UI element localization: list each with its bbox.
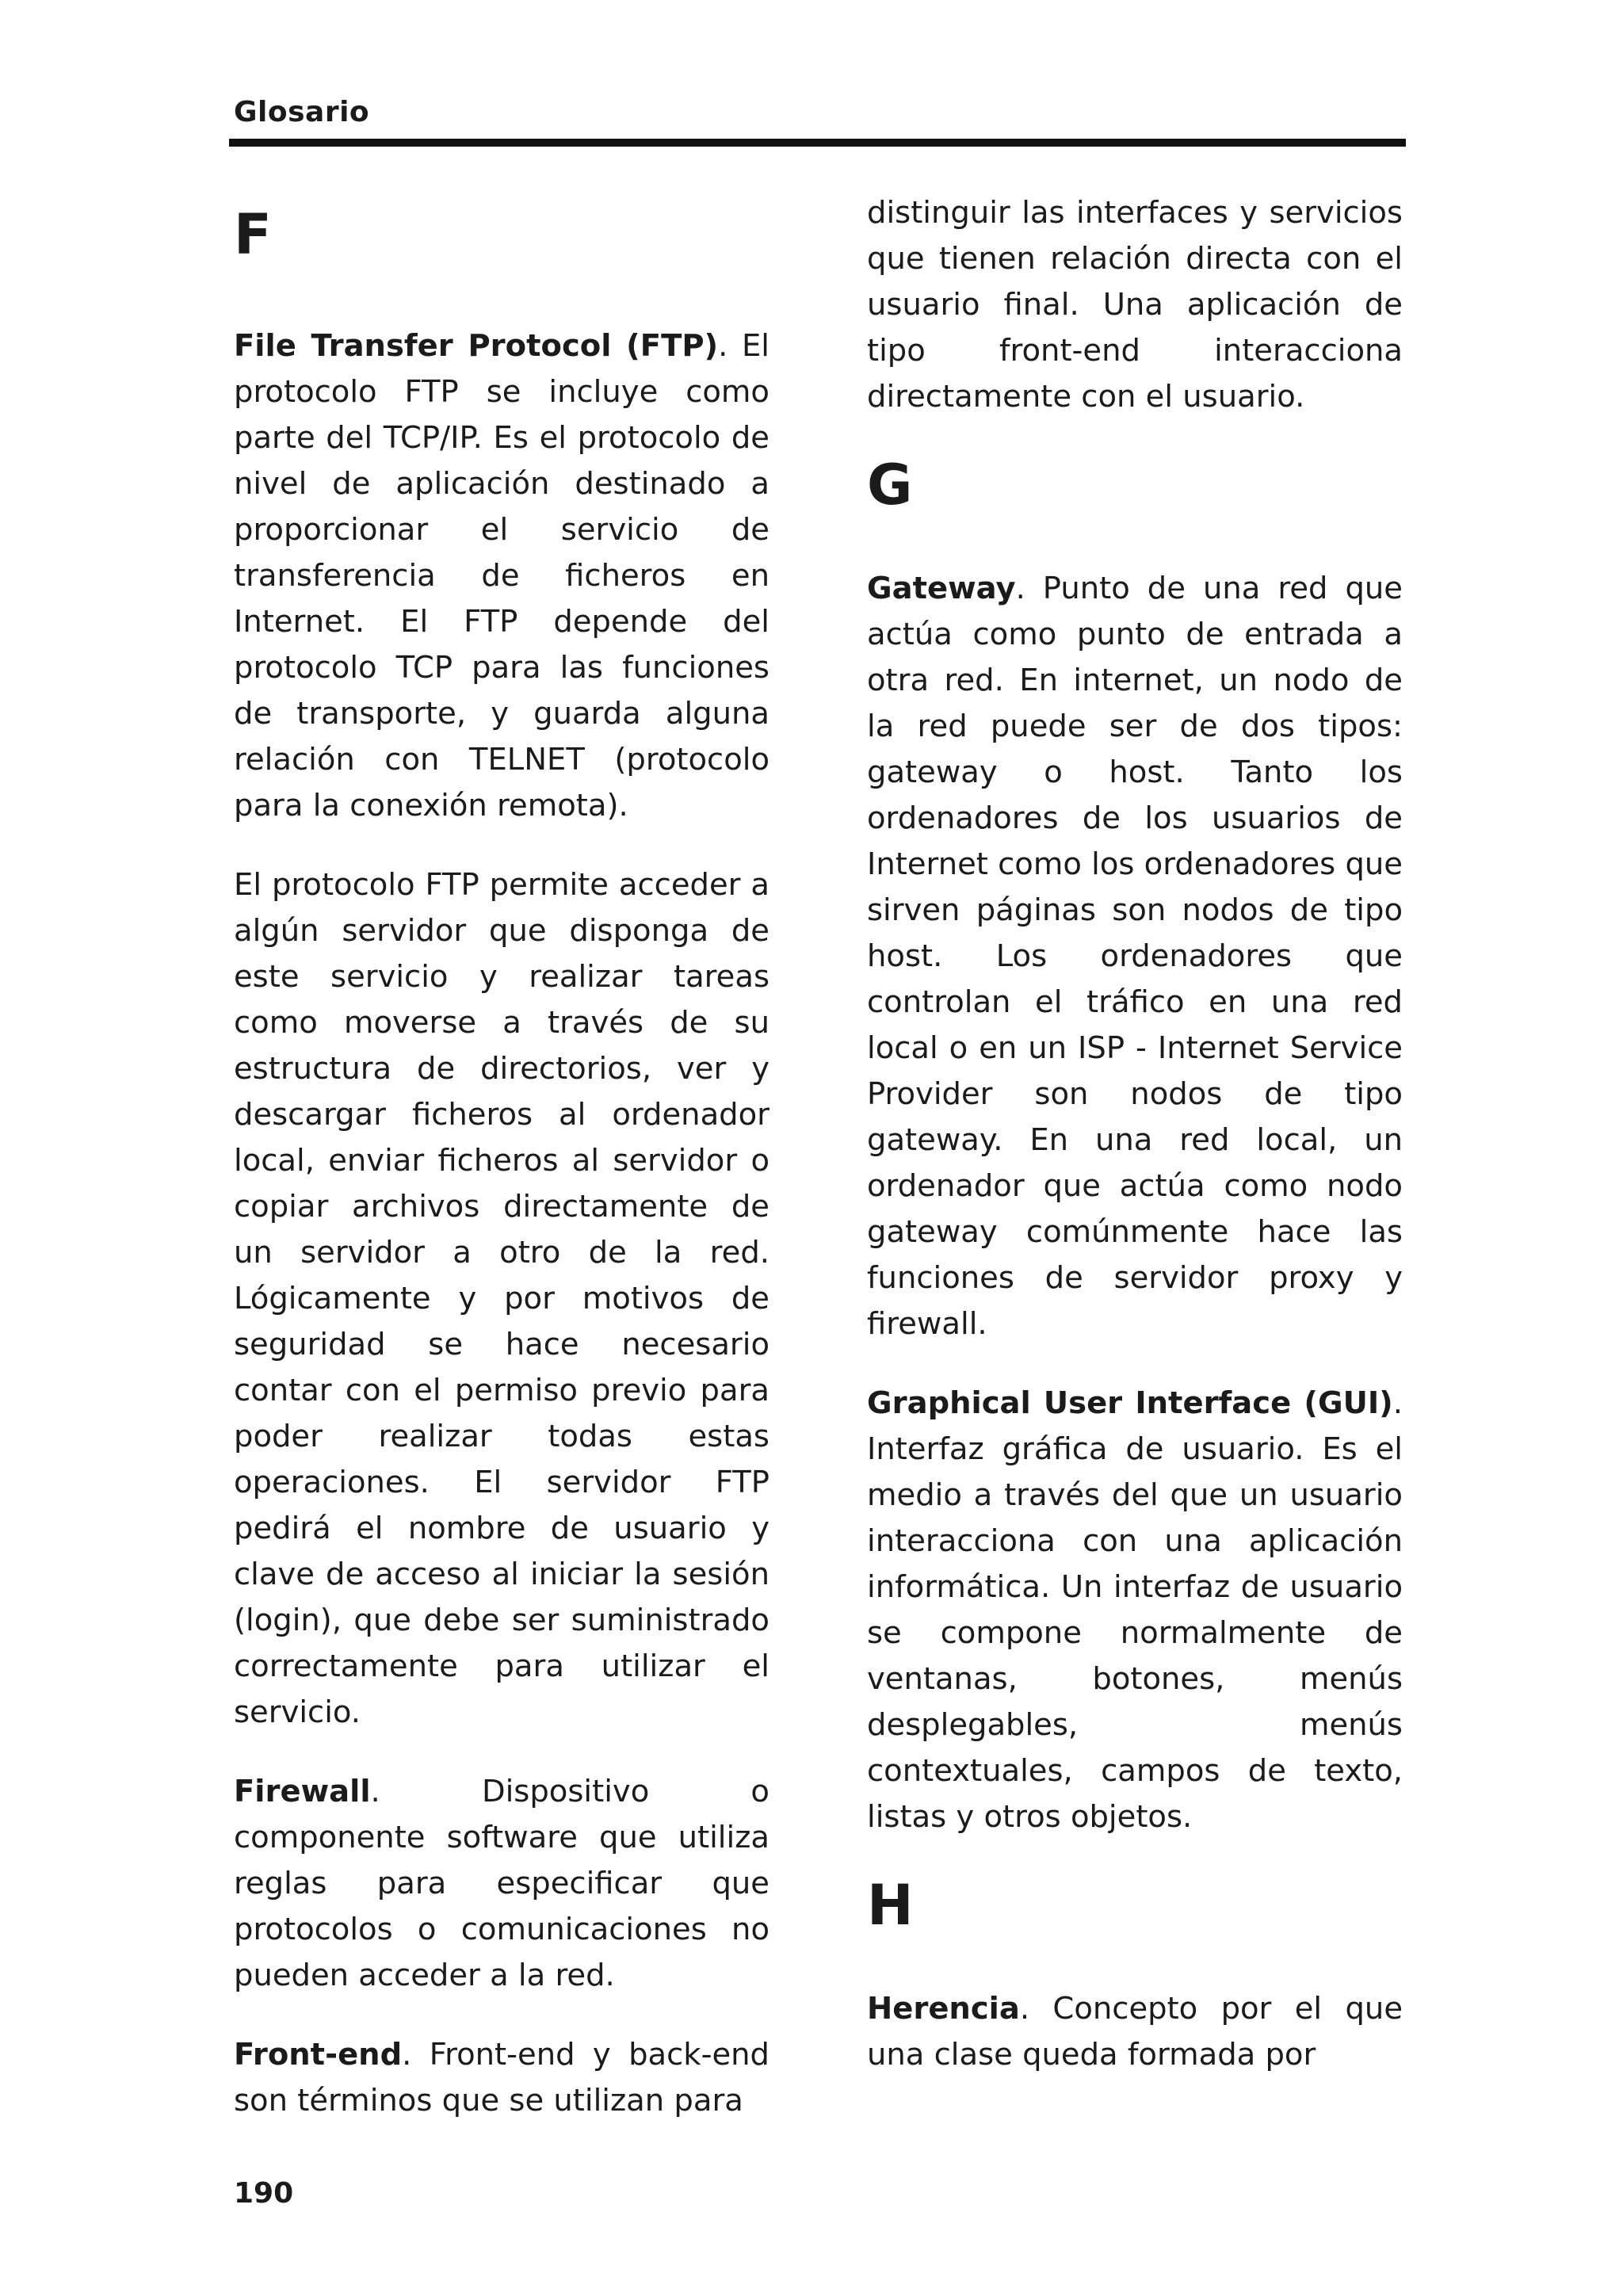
entry-term: Herencia bbox=[867, 1991, 1020, 2027]
section-letter-h: H bbox=[867, 1873, 914, 1938]
entry-definition: . Front-end y back-end son términos que se utilizan para bbox=[234, 2037, 769, 2118]
entry-term: Graphical User Interface (GUI) bbox=[867, 1385, 1393, 1421]
entry-definition: . Punto de una red que actúa como punto de entrada a otra red. En internet, un nodo de la red puede ser de dos tipos: gateway o host. Tanto los ordenadores de los usuarios de Internet como los ordenadores que sirven páginas son nodos de tipo host. Los ordenadores que controlan el tráfico en una red local o en un ISP - Internet Service Provider son nodos de tipo gateway. En una red local, un ordenador que actúa como nodo gateway comúnmente hace las funciones de servidor proxy y firewall. bbox=[867, 571, 1403, 1342]
page-number: 190 bbox=[234, 2177, 294, 2210]
left-column bbox=[234, 190, 769, 2157]
glossary-entry-front-end bbox=[234, 2032, 769, 2124]
glossary-entry-firewall bbox=[234, 1769, 769, 1999]
front-end-continuation: distinguir las interfaces y servicios que tienen relación directa con el usuario final. Una aplicación de tipo front-end interacciona directamente con el usuario. bbox=[867, 195, 1403, 415]
section-letter-g: G bbox=[867, 453, 913, 518]
section-letter-f: F bbox=[234, 202, 272, 267]
header-divider bbox=[229, 139, 1406, 147]
entry-term: Front-end bbox=[234, 2037, 403, 2073]
glossary-entry-gui bbox=[867, 1381, 1403, 1840]
glossary-entry-ftp bbox=[234, 323, 769, 829]
glossary-entry-herencia bbox=[867, 1986, 1403, 2078]
entry-term: Firewall bbox=[234, 1774, 371, 1809]
glossary-entry-gateway bbox=[867, 566, 1403, 1347]
entry-definition: . Interfaz gráfica de usuario. Es el medio a través del que un usuario interacciona con una aplicación informática. Un interfaz de usuario se compone normalmente de ventanas, botones, menús desplegables, menús contextuales, campos de texto, listas y otros objetos. bbox=[867, 1385, 1403, 1835]
ftp-paragraph: El protocolo FTP permite acceder a algún servidor que disponga de este servicio y realizar tareas como moverse a través de su estructura de directorios, ver y descargar ficheros al ordenador local, enviar ficheros al servidor o copiar archivos directamente de un servidor a otro de la red. Lógicamente y por motivos de seguridad se hace necesario contar con el permiso previo para poder realizar todas estas operaciones. El servidor FTP pedirá el nombre de usuario y clave de acceso al iniciar la sesión (login), que debe ser suministrado correctamente para utilizar el servicio. bbox=[234, 867, 769, 1730]
entry-definition: . El protocolo FTP se incluye como parte del TCP/IP. Es el protocolo de nivel de aplicación destinado a proporcionar el servicio de transferencia de ficheros en Internet. El FTP depende del protocolo TCP para las funciones de transporte, y guarda alguna relación con TELNET (protocolo para la conexión remota). bbox=[234, 328, 769, 823]
entry-definition: . Concepto por el que una clase queda formada por bbox=[867, 1991, 1403, 2073]
page-header-title: Glosario bbox=[234, 96, 370, 128]
right-column bbox=[867, 190, 1403, 2111]
entry-term: Gateway bbox=[867, 571, 1016, 606]
entry-definition: . Dispositivo o componente software que utiliza reglas para especificar que protocolos o comunicaciones no pueden acceder a la red. bbox=[234, 1774, 769, 1993]
entry-term: File Transfer Protocol (FTP) bbox=[234, 328, 719, 364]
